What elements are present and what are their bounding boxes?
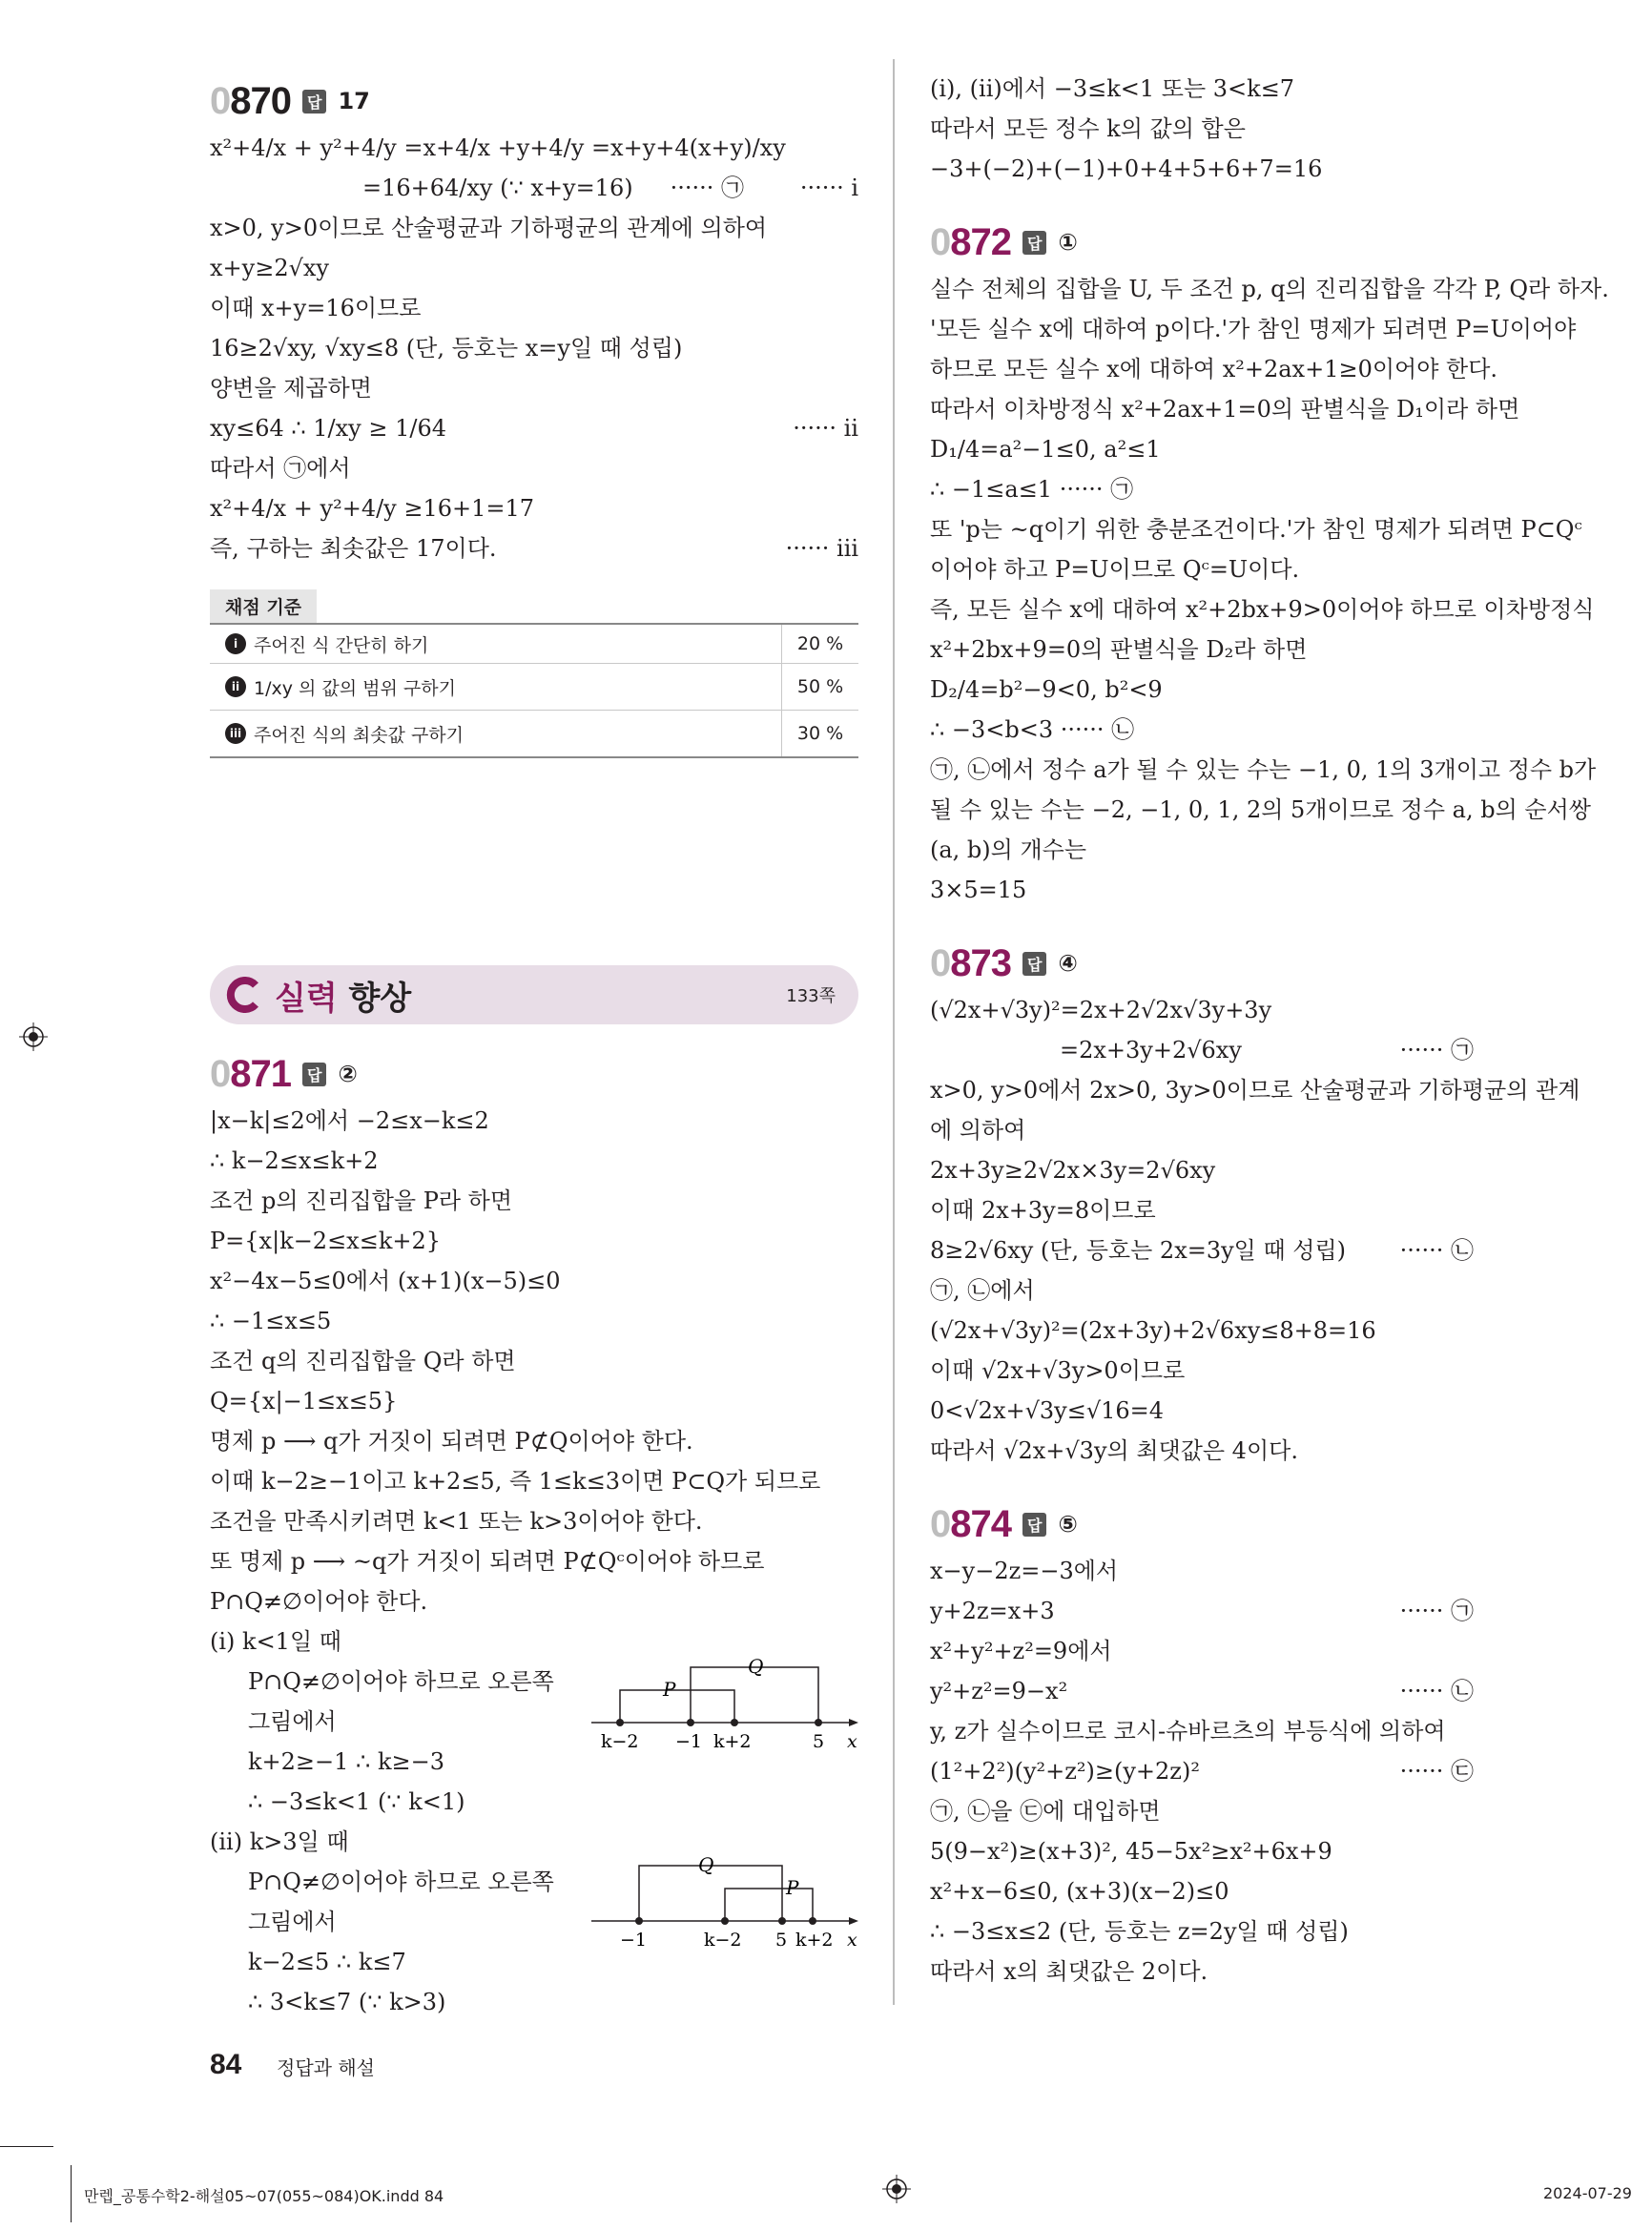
text-line: x>0, y>0이므로 산술평균과 기하평균의 관계에 의하여 xyxy=(210,215,768,241)
section-page: 133쪽 xyxy=(786,986,836,1006)
math-line: y²+z²=9−x² ······ ㉡ xyxy=(930,1678,1474,1704)
crop-mark xyxy=(71,2165,72,2222)
section-title: 실력 향상 xyxy=(275,979,412,1018)
page-label: 정답과 해설 xyxy=(277,2056,375,2079)
grading-row: iii 주어진 식의 최솟값 구하기 30 % xyxy=(210,710,858,756)
problem-0874-header xyxy=(930,1497,1588,1551)
math-line: x²+y²+z²=9에서 xyxy=(930,1638,1112,1664)
svg-text:5: 5 xyxy=(813,1731,825,1752)
print-date: 2024-07-29 xyxy=(1543,2184,1632,2202)
section-c-icon xyxy=(223,974,265,1016)
set-label-q: Q xyxy=(698,1853,714,1876)
text-line: 또 명제 p ⟶ ~q가 거짓이 되려면 P⊄Qᶜ이어야 하므로 xyxy=(210,1548,765,1575)
math-line: ∴ −1≤x≤5 xyxy=(210,1308,332,1334)
text-line: 이어야 하고 P=U이므로 Qᶜ=U이다. xyxy=(930,556,1300,583)
text-line: ㉠, ㉡을 ㉢에 대입하면 xyxy=(930,1798,1161,1825)
math-line: x+y≥2√xy xyxy=(210,255,329,281)
answer-value: ⑤ xyxy=(1058,1511,1078,1538)
text-line: 이때 x+y=16이므로 xyxy=(210,295,422,321)
math-line: ∴ −3≤x≤2 (단, 등호는 z=2y일 때 성립) xyxy=(930,1918,1349,1945)
registration-mark-icon xyxy=(882,2175,911,2203)
svg-text:x: x xyxy=(847,1930,857,1951)
math-line: ∴ k−2≤x≤k+2 xyxy=(210,1147,379,1174)
text-line: 조건 p의 진리집합을 P라 하면 xyxy=(210,1187,513,1214)
math-line: Q={x|−1≤x≤5} xyxy=(210,1388,398,1414)
text-line: 따라서 모든 정수 k의 값의 합은 xyxy=(930,115,1246,142)
svg-text:k−2: k−2 xyxy=(601,1731,639,1752)
answer-value: ② xyxy=(338,1061,358,1087)
page-number: 84 xyxy=(210,2049,242,2080)
math-line: =2x+3y+2√6xy ······ ㉠ xyxy=(1060,1037,1474,1063)
svg-text:−1: −1 xyxy=(620,1930,648,1951)
case-line: (i) k<1일 때 xyxy=(210,1628,341,1655)
math-line: =16+64/xy (∵ x+y=16) ······ ㉠ ······ ⅰ xyxy=(362,175,858,201)
text-line: 조건 q의 진리집합을 Q라 하면 xyxy=(210,1348,516,1374)
text-line: 또 'p는 ~q이기 위한 충분조건이다.'가 참인 명제가 되려면 P⊂Qᶜ xyxy=(930,516,1582,543)
left-column xyxy=(210,69,858,758)
text-line: 따라서 x의 최댓값은 2이다. xyxy=(930,1958,1208,1985)
math-line: D₂/4=b²−9<0, b²<9 xyxy=(930,676,1163,703)
math-line: (1²+2²)(y²+z²)≥(y+2z)² ······ ㉢ xyxy=(930,1758,1474,1785)
answer-value: ④ xyxy=(1058,950,1078,977)
problem-number: 0872 xyxy=(930,220,1011,263)
case-line: (ii) k>3일 때 xyxy=(210,1828,349,1855)
problem-number: 0870 xyxy=(210,79,291,122)
math-line: 2x+3y≥2√2x×3y=2√6xy xyxy=(930,1157,1216,1184)
answer-value: 17 xyxy=(338,88,370,114)
math-line: x²+4/x + y²+4/y ≥16+1=17 xyxy=(210,495,535,522)
math-line: x−y−2z=−3에서 xyxy=(930,1558,1119,1584)
problem-0871-header xyxy=(210,1047,858,1101)
math-line: −3+(−2)+(−1)+0+4+5+6+7=16 xyxy=(930,155,1323,182)
math-line: 16≥2√xy, √xy≤8 (단, 등호는 x=y일 때 성립) xyxy=(210,335,683,361)
math-line: x²+x−6≤0, (x+3)(x−2)≤0 xyxy=(930,1878,1229,1905)
text-line: 따라서 ㉠에서 xyxy=(210,455,351,482)
answer-badge: 답 xyxy=(302,90,326,114)
answer-badge: 답 xyxy=(1022,952,1046,976)
text-line: 하므로 모든 실수 x에 대하여 x²+2ax+1≥0이어야 한다. xyxy=(930,356,1498,382)
math-line: P={x|k−2≤x≤k+2} xyxy=(210,1228,442,1254)
crop-mark xyxy=(0,2146,53,2147)
registration-mark-icon xyxy=(19,1022,48,1051)
text-line: ㉠, ㉡에서 정수 a가 될 수 있는 수는 −1, 0, 1의 3개이고 정수 b가 xyxy=(930,756,1597,783)
text-line: x²+2bx+9=0의 판별식을 D₂라 하면 xyxy=(930,636,1308,663)
math-line: D₁/4=a²−1≤0, a²≤1 xyxy=(930,436,1161,463)
svg-text:k+2: k+2 xyxy=(713,1731,752,1752)
math-line: y+2z=x+3 ······ ㉠ xyxy=(930,1598,1474,1624)
text-line: 실수 전체의 집합을 U, 두 조건 p, q의 진리집합을 각각 P, Q라 하자. xyxy=(930,276,1609,302)
math-line: (i), (ii)에서 −3≤k<1 또는 3<k≤7 xyxy=(930,75,1295,102)
file-info: 만렙_공통수학2-해설05~07(055~084)OK.indd 84 xyxy=(84,2187,444,2205)
answer-value: ① xyxy=(1058,229,1078,256)
text-line: 될 수 있는 수는 −2, −1, 0, 1, 2의 5개이므로 정수 a, b의 순서쌍 xyxy=(930,796,1591,823)
text-line: 이때 2x+3y=8이므로 xyxy=(930,1197,1156,1224)
problem-0870-header xyxy=(210,74,858,128)
text-line: 따라서 이차방정식 x²+2ax+1=0의 판별식을 D₁이라 하면 xyxy=(930,396,1520,423)
text-line: x>0, y>0에서 2x>0, 3y>0이므로 산술평균과 기하평균의 관계 xyxy=(930,1077,1580,1104)
math-line: ∴ −1≤a≤1 ······ ㉠ xyxy=(930,476,1134,503)
math-line: 3×5=15 xyxy=(930,877,1027,903)
math-line: 0<√2x+√3y≤√16=4 xyxy=(930,1397,1165,1424)
column-divider xyxy=(893,59,895,2005)
text-line: 즉, 모든 실수 x에 대하여 x²+2bx+9>0이어야 하므로 이차방정식 xyxy=(930,596,1595,623)
set-label-q: Q xyxy=(748,1655,764,1678)
math-line: (√2x+√3y)²=(2x+3y)+2√6xy≤8+8=16 xyxy=(930,1317,1376,1344)
grading-title: 채점 기준 xyxy=(210,589,317,623)
text-line: 그림에서 xyxy=(248,1708,337,1735)
problem-number: 0873 xyxy=(930,941,1011,984)
problem-0872-header xyxy=(930,216,1588,269)
text-line: (a, b)의 개수는 xyxy=(930,836,1087,863)
math-line: ∴ −3≤k<1 (∵ k<1) xyxy=(248,1788,465,1815)
svg-text:k−2: k−2 xyxy=(704,1930,742,1951)
grading-row: ii 1/xy 의 값의 범위 구하기 50 % xyxy=(210,663,858,710)
right-column xyxy=(930,69,1609,1992)
text-line: 명제 p ⟶ q가 거짓이 되려면 P⊄Q이어야 한다. xyxy=(210,1428,693,1455)
math-line: 5(9−x²)≥(x+3)², 45−5x²≥x²+6x+9 xyxy=(930,1838,1332,1865)
problem-number: 0871 xyxy=(210,1052,291,1095)
grading-row: i 주어진 식 간단히 하기 20 % xyxy=(210,625,858,663)
text-line: 이때 k−2≥−1이고 k+2≤5, 즉 1≤k≤3이면 P⊂Q가 되므로 xyxy=(210,1468,821,1495)
answer-badge: 답 xyxy=(302,1063,326,1086)
svg-text:k+2: k+2 xyxy=(795,1930,834,1951)
text-line: P∩Q≠∅이어야 하므로 오른쪽 xyxy=(248,1869,554,1895)
text-line: 그림에서 xyxy=(248,1909,337,1935)
set-label-p: P xyxy=(786,1876,799,1899)
math-line: k−2≤5 ∴ k≤7 xyxy=(248,1949,406,1975)
text-line: 양변을 제곱하면 xyxy=(210,375,372,402)
text-line: 에 의하여 xyxy=(930,1117,1026,1144)
text-line: y, z가 실수이므로 코시-슈바르츠의 부등식에 의하여 xyxy=(930,1718,1446,1745)
math-line: x²−4x−5≤0에서 (x+1)(x−5)≤0 xyxy=(210,1268,561,1294)
math-line: x²+4/x + y²+4/y =x+4/x +y+4/y =x+y+4(x+y)/xy xyxy=(210,134,786,161)
text-line: P∩Q≠∅이어야 한다. xyxy=(210,1588,428,1615)
text-line: 즉, 구하는 최솟값은 17이다. ······ ⅲ xyxy=(210,535,858,562)
text-line: P∩Q≠∅이어야 하므로 오른쪽 xyxy=(248,1668,554,1695)
problem-0873-header xyxy=(930,937,1588,990)
svg-text:x: x xyxy=(847,1731,857,1752)
math-line: ∴ 3<k≤7 (∵ k>3) xyxy=(248,1989,446,2015)
text-line: 이때 √2x+√3y>0이므로 xyxy=(930,1357,1186,1384)
number-line-figure-2 xyxy=(591,1847,868,1951)
problem-number: 0874 xyxy=(930,1502,1011,1545)
number-line-figure-1 xyxy=(591,1648,868,1753)
math-line: ∴ −3<b<3 ······ ㉡ xyxy=(930,716,1135,743)
svg-text:−1: −1 xyxy=(675,1731,703,1752)
math-line: k+2≥−1 ∴ k≥−3 xyxy=(248,1748,444,1775)
section-banner xyxy=(210,965,858,1024)
set-label-p: P xyxy=(663,1678,676,1701)
svg-text:5: 5 xyxy=(775,1930,788,1951)
grading-table xyxy=(210,623,858,758)
answer-badge: 답 xyxy=(1022,231,1046,255)
math-line: 8≥2√6xy (단, 등호는 2x=3y일 때 성립) ······ ㉡ xyxy=(930,1237,1474,1264)
math-line: (√2x+√3y)²=2x+2√2x√3y+3y xyxy=(930,997,1272,1023)
math-line: |x−k|≤2에서 −2≤x−k≤2 xyxy=(210,1107,489,1134)
text-line: ㉠, ㉡에서 xyxy=(930,1277,1035,1304)
grading-criteria xyxy=(210,589,858,758)
text-line: 따라서 √2x+√3y의 최댓값은 4이다. xyxy=(930,1437,1298,1464)
math-line: xy≤64 ∴ 1/xy ≥ 1/64 ······ ⅱ xyxy=(210,415,858,442)
answer-badge: 답 xyxy=(1022,1513,1046,1537)
text-line: 조건을 만족시키려면 k<1 또는 k>3이어야 한다. xyxy=(210,1508,703,1535)
text-line: '모든 실수 x에 대하여 p이다.'가 참인 명제가 되려면 P=U이어야 xyxy=(930,316,1577,342)
